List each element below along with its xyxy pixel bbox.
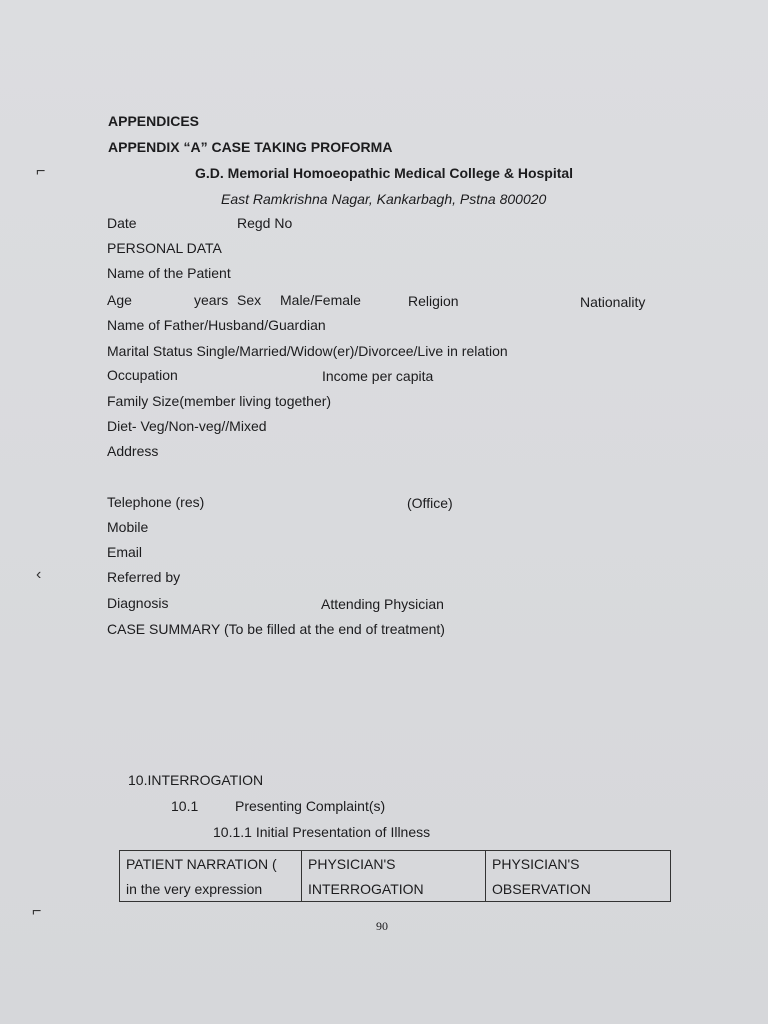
referred-by-label: Referred by (107, 569, 181, 585)
sex-label: Sex (237, 292, 262, 308)
interrogation-heading: 10.INTERROGATION (128, 772, 264, 788)
table-cell: PHYSICIAN'S (302, 851, 486, 877)
family-size-label: Family Size(member living together) (107, 393, 332, 409)
occupation-label: Occupation (107, 367, 178, 383)
table-cell: INTERROGATION (302, 876, 486, 902)
table-row (120, 851, 671, 877)
table-row (120, 876, 671, 902)
patient-name-label: Name of the Patient (107, 265, 231, 281)
table-cell: PATIENT NARRATION ( (120, 851, 302, 877)
diagnosis-label: Diagnosis (107, 595, 169, 611)
presentation-table (119, 850, 671, 902)
nationality-label: Nationality (580, 294, 646, 310)
table-cell: PHYSICIAN'S (486, 851, 671, 877)
income-label: Income per capita (322, 368, 434, 384)
institution-name: G.D. Memorial Homoeopathic Medical College & Hospital (195, 165, 574, 181)
attending-physician-label: Attending Physician (321, 596, 444, 612)
table-cell: OBSERVATION (486, 876, 671, 902)
margin-mark-icon: ⌐ (36, 163, 46, 180)
subsubsection-title: 10.1.1 Initial Presentation of Illness (213, 824, 431, 840)
years-label: years (194, 292, 229, 308)
office-label: (Office) (407, 495, 453, 511)
marital-status-label: Marital Status Single/Married/Widow(er)/Divorcee/Live in relation (107, 343, 508, 359)
date-label: Date (107, 215, 137, 231)
diet-label: Diet- Veg/Non-veg//Mixed (107, 418, 267, 434)
institution-address: East Ramkrishna Nagar, Kankarbagh, Pstna 800020 (221, 191, 547, 207)
case-summary-label: CASE SUMMARY (To be filled at the end of treatment) (107, 621, 445, 637)
guardian-label: Name of Father/Husband/Guardian (107, 317, 326, 333)
sex-options: Male/Female (280, 292, 361, 308)
table-cell: in the very expression (120, 876, 302, 902)
address-label: Address (107, 443, 159, 459)
margin-mark-icon: ‹ (36, 566, 42, 583)
appendix-title: APPENDIX “A” CASE TAKING PROFORMA (108, 139, 393, 155)
age-label: Age (107, 292, 132, 308)
appendices-heading: APPENDICES (108, 113, 200, 129)
religion-label: Religion (408, 293, 459, 309)
mobile-label: Mobile (107, 519, 149, 535)
telephone-label: Telephone (res) (107, 494, 205, 510)
margin-mark-icon: ⌐ (32, 903, 42, 920)
email-label: Email (107, 544, 143, 560)
subsection-number: 10.1 (171, 798, 199, 814)
regd-no-label: Regd No (237, 215, 293, 231)
subsection-title: Presenting Complaint(s) (235, 798, 386, 814)
page-number: 90 (376, 919, 388, 933)
personal-data-heading: PERSONAL DATA (107, 240, 222, 256)
